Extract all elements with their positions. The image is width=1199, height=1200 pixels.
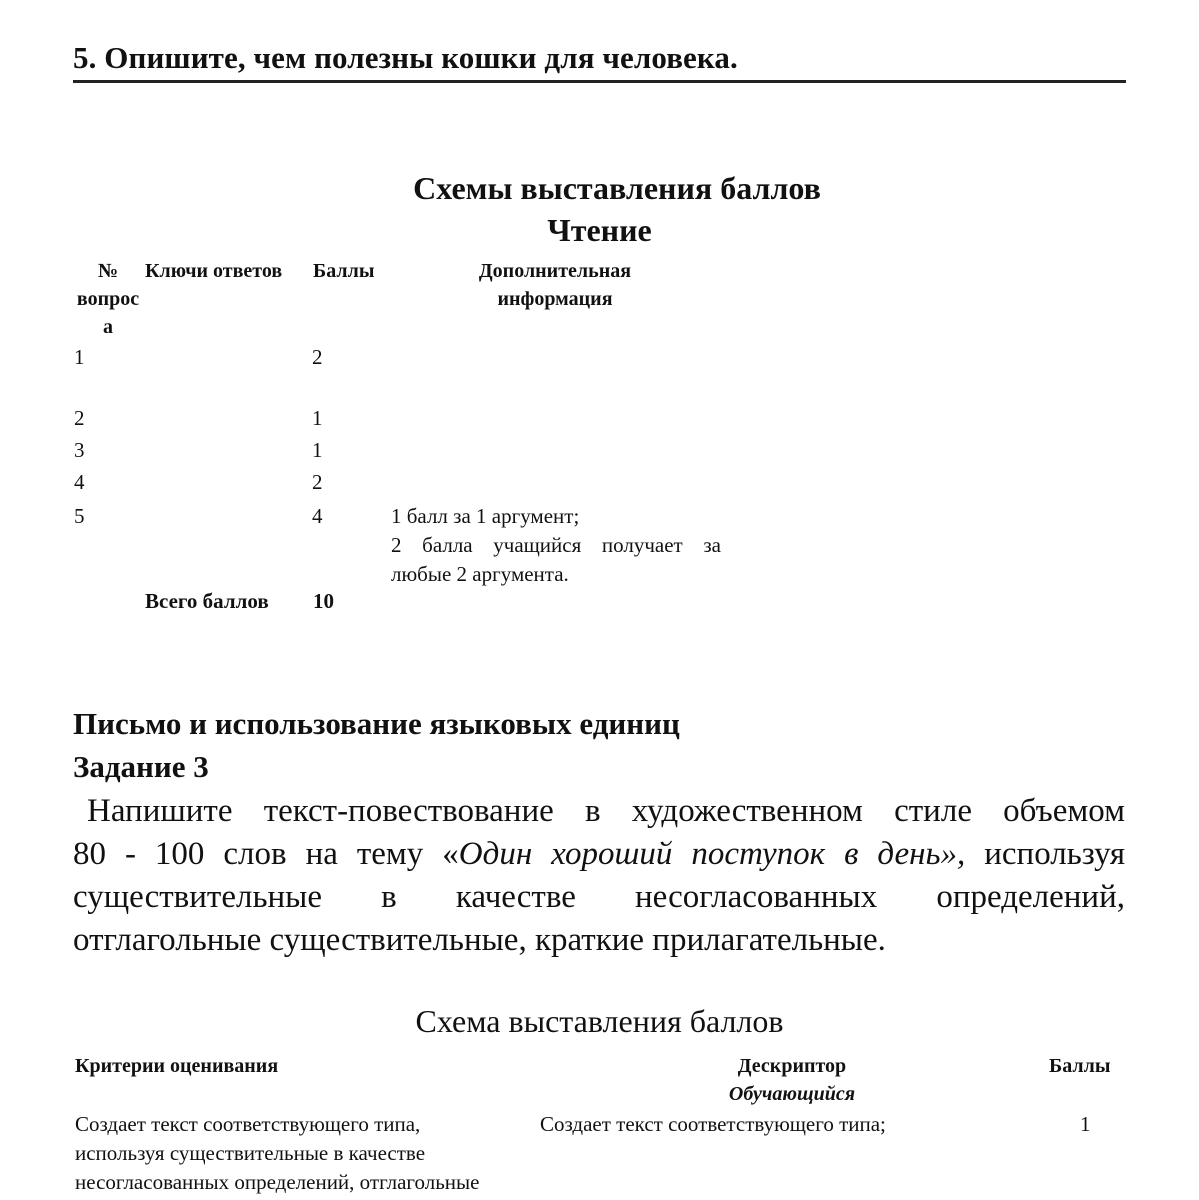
reading-section-title: Чтение <box>547 212 652 248</box>
question-points: 4 <box>312 504 323 528</box>
header-criteria: Критерии оценивания <box>75 1055 279 1077</box>
question-number: 5 <box>74 504 85 528</box>
question-number: 1 <box>74 345 85 369</box>
criteria-line: используя существительные в качестве <box>75 1141 426 1165</box>
question-number: 4 <box>74 470 85 494</box>
header-question-number: № вопрос а <box>76 260 140 338</box>
question-number: 3 <box>74 438 85 462</box>
question-number: 2 <box>74 406 85 430</box>
task-line: Напишите текст-повествование в художественном стиле объемом <box>87 793 1125 829</box>
header-points: Баллы <box>1049 1055 1111 1077</box>
criteria-line: Создает текст соответствующего типа, <box>75 1112 421 1136</box>
task-line <box>73 833 1125 876</box>
task-instructions <box>73 790 1125 962</box>
question-points: 2 <box>312 345 323 369</box>
info-line: любые 2 аргумента. <box>391 562 569 586</box>
info-line: 2 балла учащийся получает за <box>391 533 721 557</box>
header-descriptor-label: Дескриптор <box>737 1055 847 1077</box>
criteria-line: несогласованных определений, отглагольные <box>75 1170 480 1194</box>
header-additional-info: Дополнительная информация <box>478 260 632 310</box>
header-points: Баллы <box>313 260 375 282</box>
writing-scoring-scheme-title: Схема выставления баллов <box>415 1003 784 1039</box>
task-line: существительные в качестве несогласованных определений, <box>73 879 1125 915</box>
header-descriptor-sub: Обучающийся <box>728 1083 856 1105</box>
points-cell: 1 <box>1080 1112 1091 1136</box>
info-line: 1 балл за 1 аргумент; <box>391 504 580 528</box>
descriptor-cell: Создает текст соответствующего типа; <box>540 1112 886 1136</box>
task-title: Задание 3 <box>73 749 209 784</box>
task-text-segment: 80 - 100 слов на тему « <box>73 836 459 872</box>
total-points-value: 10 <box>313 589 334 613</box>
question-heading: 5. Опишите, чем полезны кошки для человека. <box>73 40 738 75</box>
total-points-label: Всего баллов <box>145 589 269 613</box>
task-line: отглагольные существительные, краткие прилагательные. <box>73 922 886 958</box>
answer-line <box>73 80 1126 83</box>
task-topic: Один хороший поступок в день», <box>458 836 966 872</box>
question-points: 1 <box>312 406 323 430</box>
question-points: 1 <box>312 438 323 462</box>
writing-section-title: Письмо и использование языковых единиц <box>73 706 680 741</box>
task-text-segment: используя <box>965 836 1126 872</box>
additional-info <box>391 502 721 589</box>
header-answer-keys: Ключи ответов <box>145 260 283 282</box>
header-descriptor <box>642 1052 942 1108</box>
criteria-cell <box>75 1110 545 1197</box>
question-points: 2 <box>312 470 323 494</box>
scoring-scheme-title: Схемы выставления баллов <box>413 170 821 206</box>
